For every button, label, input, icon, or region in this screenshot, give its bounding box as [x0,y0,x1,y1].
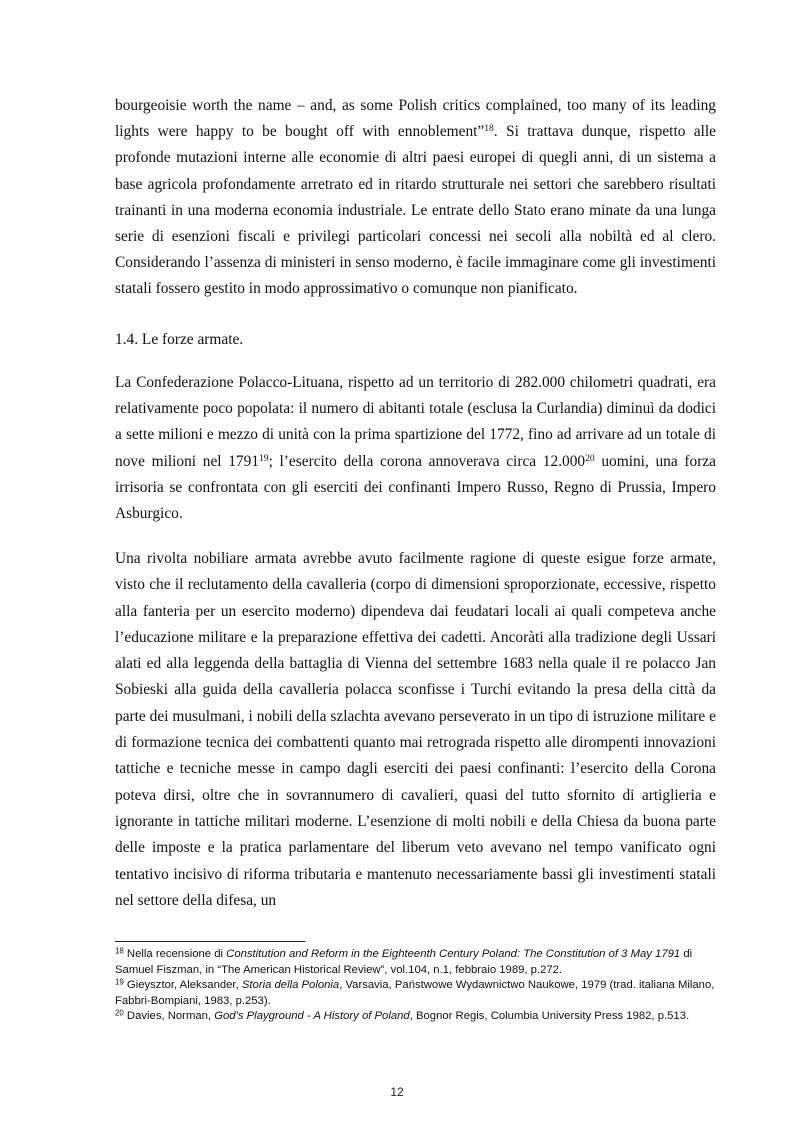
footnote-19 [115,978,716,1009]
footnote-separator [115,941,305,942]
footnote-number: 20 [115,1008,124,1018]
paragraph-text: La Confederazione Polacco-Lituana, rispetto ad un territorio di 282.000 chilometri quadrati, era relativamente poco popolata: il numero di abitanti totale (esclusa la Curlandia) diminuì da dodici a sette milioni e mezzo di unità con la prima spartizione del 1772, fino ad arrivare ad un totale di nove milioni nel 1791 [115,374,716,470]
section-heading: 1.4. Le forze armate. [115,331,244,348]
paragraph-text: . Si trattava dunque, rispetto alle profonde mutazioni interne alle economie di altri paesi europei di quegli anni, di un sistema a base agricola profondamente arretrato ed in ritardo strutturale nei settori che sarebbero risultati trainanti in una moderna economia industriale. Le entrate dello Stato erano minate da una lunga serie di esenzioni fiscali e privilegi particolari concessi nei secoli alla nobiltà ed al clero. Considerando l’assenza di ministeri in senso moderno, è facile immaginare come gli investimenti statali fossero gestito in modo approssimativo o comunque non pianificato. [115,123,716,298]
footnote-18 [115,947,716,978]
footnote-20 [115,1009,716,1025]
footnote-text: Davies, Norman, [123,1010,215,1023]
paragraph-text: bourgeoisie worth the name – and, as some Polish critics complained, too many of its leading lights were happy to be bought off with ennoblement” [115,97,716,141]
footnote-title: Constitution and Reform in the Eighteenth Century Poland: The Constitution of 3 May 1791 [226,948,681,960]
footnote-text: Gieysztor, Aleksander, [123,979,242,992]
body-paragraph-1 [115,93,716,303]
paragraph-text: uomini, una forza irrisoria se confrontata con gli eserciti dei confinanti Impero Russo, Regno di Prussia, Impero Asburgico. [115,452,716,523]
footnote-title: God’s Playground - A History of Poland [214,1010,410,1023]
footnote-text: , Bognor Regis, Columbia University Press 1982, p.513. [409,1010,690,1023]
footnote-number: 19 [115,977,124,987]
paragraph-text: ; l’esercito della corona annoverava circa 12.000 [268,452,586,470]
footnote-number: 18 [115,946,124,956]
footnote-text: Nella recensione di [123,948,227,960]
footnote-text: di Samuel Fiszman, in “The American Historical Review”, vol.104, n.1, febbraio 1989, p.272. [115,948,693,976]
footnote-ref-18: 18 [484,122,494,134]
page-number: 12 [390,1085,404,1099]
footnote-ref-19: 19 [259,452,269,464]
footnote-ref-20: 20 [585,452,595,464]
body-paragraph-2 [115,370,716,527]
footnotes [115,947,716,1025]
footnote-text: , Varsavia, Państwowe Wydawnictwo Naukowe, 1979 (trad. italiana Milano, Fabbri-Bompiani, 1983, p.253). [115,979,715,1007]
body-paragraph-3: Una rivolta nobiliare armata avrebbe avuto facilmente ragione di queste esigue forze armate, visto che il reclutamento della cavalleria (corpo di dimensioni sproporzionate, eccessive, rispetto alla fanteria per un esercito moderno) dipendeva dai feudatari locali ai quali competeva anche l’educazione militare e la preparazione effettiva dei cadetti. Ancoràti alla tradizione degli Ussari alati ed alla leggenda della battaglia di Vienna del settembre 1683 nella quale il re polacco Jan Sobieski alla guida della cavalleria polacca sconfisse i Turchi evitando la presa della città da parte dei musulmani, i nobili della szlachta avevano perseverato in un tipo di istruzione militare e di formazione tecnica dei combattenti quanto mai retrograda rispetto alle dirompenti innovazioni tattiche e tecniche messe in campo dagli eserciti dei paesi confinanti: l’esercito della Corona poteva dirsi, oltre che in sovrannumero di cavalieri, quasi del tutto sfornito di artiglieria e ignorante in tattiche militari moderne. L’esenzione di molti nobili e della Chiesa da buona parte delle imposte e la pratica parlamentare del liberum veto avevano nel tempo vanificato ogni tentativo incisivo di riforma tributaria e mantenuto necessariamente bassi gli investimenti statali nel settore della difesa, un [115,550,716,909]
footnote-title: Storia della Polonia [241,979,340,992]
